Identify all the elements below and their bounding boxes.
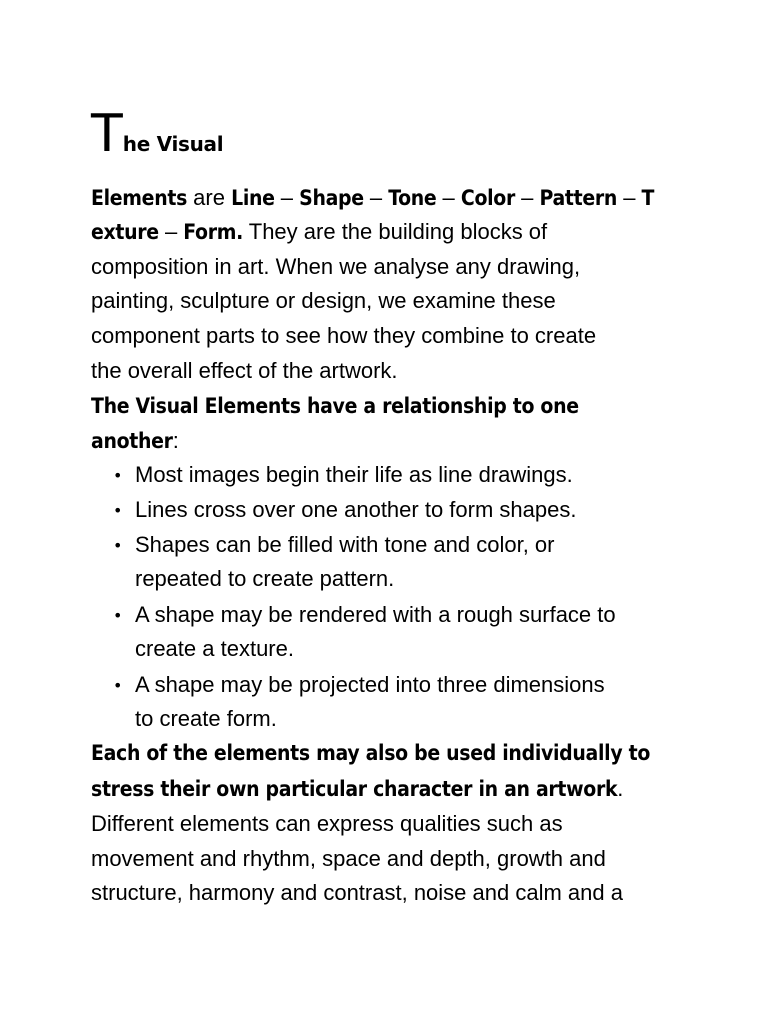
para1-line-5: component parts to see how they combine to create [91, 323, 597, 348]
dash: – [274, 185, 300, 210]
term-texture-end: exture [91, 220, 159, 244]
para1-line-6: the overall effect of the artwork. [91, 358, 398, 383]
list-item-text: Shapes can be filled with tone and color, or [135, 532, 555, 557]
bullet-dot: • [113, 501, 123, 520]
para1-line-3: composition in art. When we analyse any drawing, [91, 254, 581, 279]
drop-cap: T [91, 104, 123, 164]
dash: – [158, 219, 184, 244]
term-elements: Elements [91, 186, 188, 210]
para2-line-1: Different elements can express qualities such as [91, 811, 563, 836]
colon: : [172, 428, 179, 453]
text-fragment: They are the building blocks of [243, 219, 548, 244]
list-item-text: A shape may be projected into three dimensions [135, 672, 605, 697]
dash: – [617, 185, 642, 210]
elements-heading-line-1: Each of the elements may also be used individually to [91, 741, 651, 765]
period: . [617, 776, 624, 801]
list-item-text: to create form. [135, 706, 277, 731]
dash: – [515, 185, 540, 210]
list-item-text: Most images begin their life as line drawings. [135, 462, 573, 487]
para1-line-2 [91, 221, 547, 243]
para1-line-1 [91, 187, 654, 209]
term-texture-start: T [641, 186, 655, 210]
term-tone: Tone [388, 186, 437, 210]
relationship-heading-line-1: The Visual Elements have a relationship to one [91, 394, 579, 418]
period: . [236, 220, 244, 244]
term-form: Form [183, 220, 237, 244]
title-text: he Visual [122, 132, 224, 156]
list-item-text: create a texture. [135, 636, 294, 661]
para1-line-4: painting, sculpture or design, we examine these [91, 288, 556, 313]
document-title [91, 104, 224, 164]
text-fragment: are [187, 185, 232, 210]
list-item-text: A shape may be rendered with a rough surface to [135, 602, 616, 627]
dash: – [436, 185, 461, 210]
para2-line-3: structure, harmony and contrast, noise and calm and a [91, 880, 623, 905]
term-pattern: Pattern [539, 186, 618, 210]
bullet-dot: • [113, 676, 123, 695]
list-item-text: Lines cross over one another to form shapes. [135, 497, 577, 522]
dash: – [363, 185, 389, 210]
term-line: Line [231, 186, 275, 210]
bullet-dot: • [113, 466, 123, 485]
term-shape: Shape [299, 186, 364, 210]
term-color: Color [460, 186, 516, 210]
bullet-dot: • [113, 536, 123, 555]
heading-word: another [91, 429, 173, 453]
elements-heading-line-2 [91, 778, 623, 800]
bullet-dot: • [113, 606, 123, 625]
para2-line-2: movement and rhythm, space and depth, growth and [91, 846, 606, 871]
relationship-heading-line-2 [91, 430, 179, 452]
heading-text: stress their own particular character in an artwork [91, 777, 618, 801]
list-item-text: repeated to create pattern. [135, 566, 395, 591]
